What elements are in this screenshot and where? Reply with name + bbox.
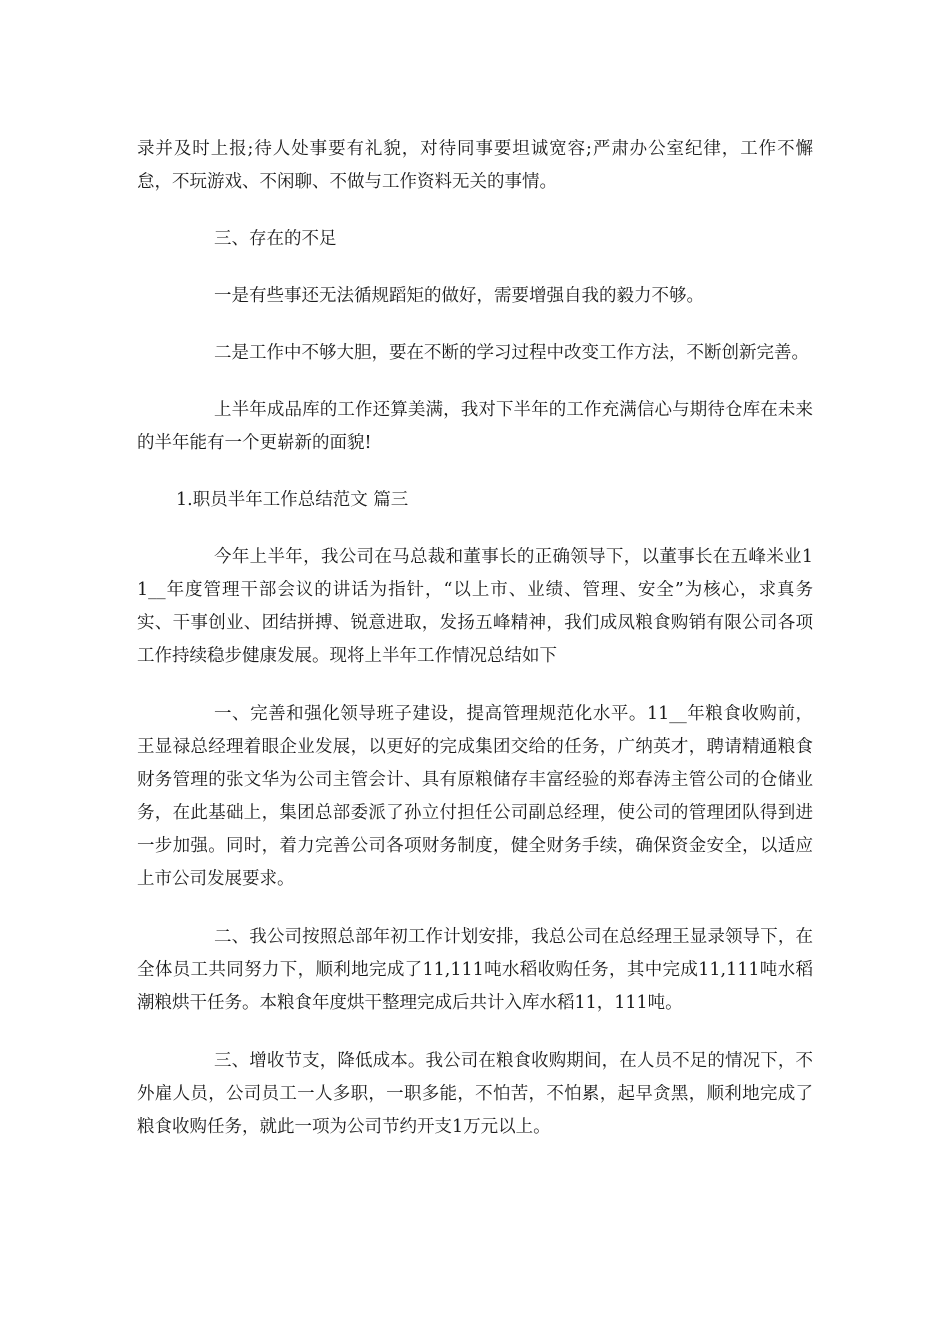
document-page [137,133,813,1144]
paragraph-purchase-task: 二、我公司按照总部年初工作计划安排，我总公司在总经理王显录领导下，在全体员工共同努力下，顺利地完成了11,111吨水稻收购任务，其中完成11,111吨水稻潮粮烘干任务。本粮食年度烘干整理完成后共计入库水稻11，111吨。 [137,927,813,1013]
paragraph-intro-first-half: 今年上半年，我公司在马总裁和董事长的正确领导下，以董事长在五峰米业11__年度管理干部会议的讲话为指针，“以上市、业绩、管理、安全”为核心，求真务实、干事创业、团结拼搏、锐意进取，发扬五峰精神，我们成凤粮食购销有限公司各项工作持续稳步健康发展。现将上半年工作情况总结如下 [137,547,813,666]
paragraph-office-discipline: 录并及时上报;待人处事要有礼貌，对待同事要坦诚宽容;严肃办公室纪律，工作不懈怠，不玩游戏、不闲聊、不做与工作资料无关的事情。 [137,139,813,192]
paragraph-cost-reduction: 三、增收节支，降低成本。我公司在粮食收购期间，在人员不足的情况下，不外雇人员，公司员工一人多职，一职多能，不怕苦，不怕累，起早贪黑，顺利地完成了粮食收购任务，就此一项为公司节约开支1万元以上。 [137,1051,813,1137]
section-heading-shortcomings: 三、存在的不足 [214,229,337,249]
paragraph-shortcoming-two: 二是工作中不够大胆，要在不断的学习过程中改变工作方法，不断创新完善。 [214,343,809,363]
section-title-part-three: 1.职员半年工作总结范文 篇三 [176,490,409,510]
paragraph-leadership-building: 一、完善和强化领导班子建设，提高管理规范化水平。11__年粮食收购前，王显禄总经理着眼企业发展，以更好的完成集团交给的任务，广纳英才，聘请精通粮食财务管理的张文华为公司主管会计、具有原粮储存丰富经验的郑春涛主管公司的仓储业务，在此基础上，集团总部委派了孙立付担任公司副总经理，使公司的管理团队得到进一步加强。同时，着力完善公司各项财务制度，健全财务手续，确保资金安全，以适应上市公司发展要求。 [137,704,813,889]
paragraph-summary-warehouse: 上半年成品库的工作还算美满，我对下半年的工作充满信心与期待仓库在未来的半年能有一个更崭新的面貌! [137,400,813,453]
paragraph-shortcoming-one: 一是有些事还无法循规蹈矩的做好，需要增强自我的毅力不够。 [214,286,704,306]
